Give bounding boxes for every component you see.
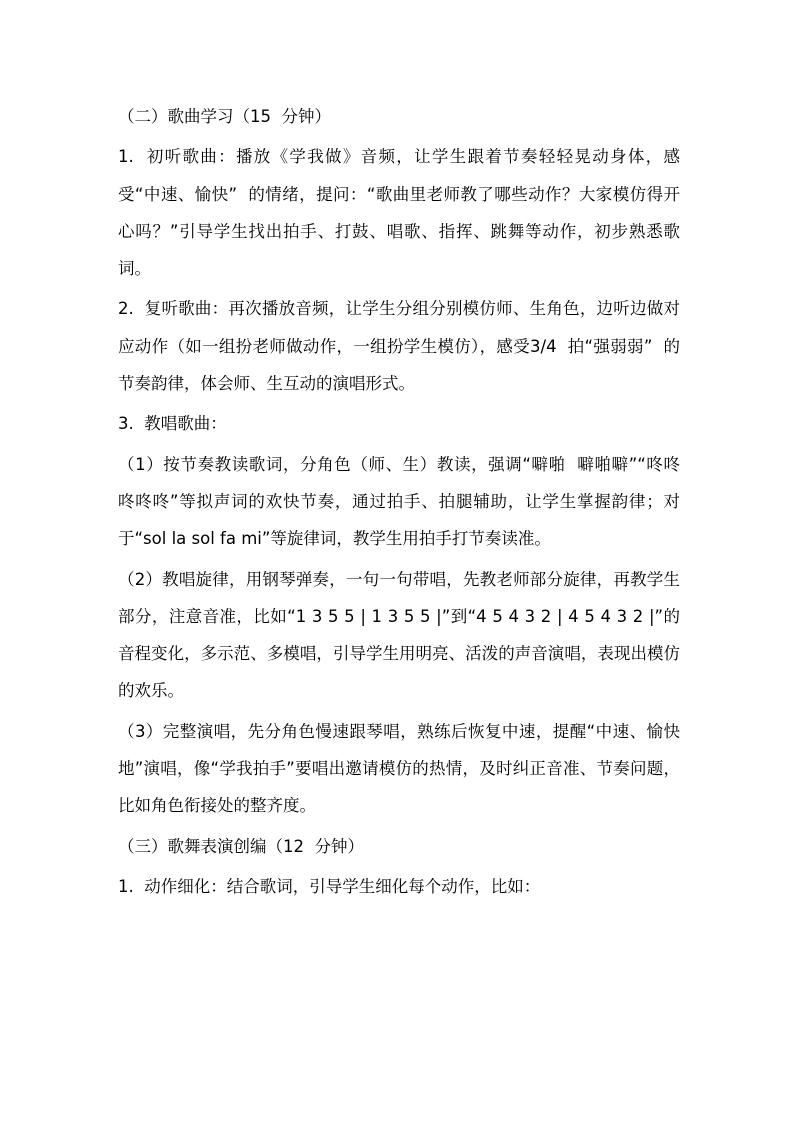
- paragraph-step-3-full-singing: （3）完整演唱，先分角色慢速跟琴唱，熟练后恢复中速，提醒“中速、愉快地”演唱，像“学我拍手”要唱出邀请模仿的热情，及时纠正音准、节奏问题，比如角色衔接处的整齐度。: [118, 721, 680, 816]
- paragraph-first-listen: 1. 初听歌曲：播放《学我做》音频，让学生跟着节奏轻轻晃动身体，感受“中速、愉快” 的情绪，提问：“歌曲里老师教了哪些动作？大家模仿得开心吗？”引导学生找出拍手、打鼓、唱歌、指挥、跳舞等动作，初步熟悉歌词。: [118, 147, 680, 279]
- document-body: [118, 98, 691, 908]
- paragraph-movement-refinement: 1. 动作细化：结合歌词，引导学生细化每个动作，比如：: [118, 876, 541, 896]
- paragraph-step-1-lyrics: （1）按节奏教读歌词，分角色（师、生）教读，强调“噼啪 噼啪噼”“咚咚 咚咚咚”等拟声词的欢快节奏，通过拍手、拍腿辅助，让学生掌握韵律；对于“sol la sol fa mi”等旋律词，教学生用拍手打节奏读准。: [118, 454, 691, 549]
- paragraph-teach-singing: 3. 教唱歌曲：: [118, 414, 227, 434]
- section-heading-dance-creation: （三）歌舞表演创编（12 分钟）: [118, 836, 364, 856]
- paragraph-step-2-melody: （2）教唱旋律，用钢琴弹奏，一句一句带唱，先教老师部分旋律，再教学生部分，注意音准，比如“1 3 5 5 | 1 3 5 5 |”到“4 5 4 3 2 | 4 5 4 3 2 |”的音程变化，多示范、多模唱，引导学生用明亮、活泼的声音演唱，表现出模仿的欢乐。: [118, 569, 680, 701]
- section-heading-song-learning: （二）歌曲学习（15 分钟）: [118, 107, 331, 126]
- paragraph-second-listen: 2. 复听歌曲：再次播放音频，让学生分组分别模仿师、生角色，边听边做对应动作（如一组扮老师做动作，一组扮学生模仿），感受3/4 拍“强弱弱” 的节奏韵律，体会师、生互动的演唱形式。: [118, 299, 680, 394]
